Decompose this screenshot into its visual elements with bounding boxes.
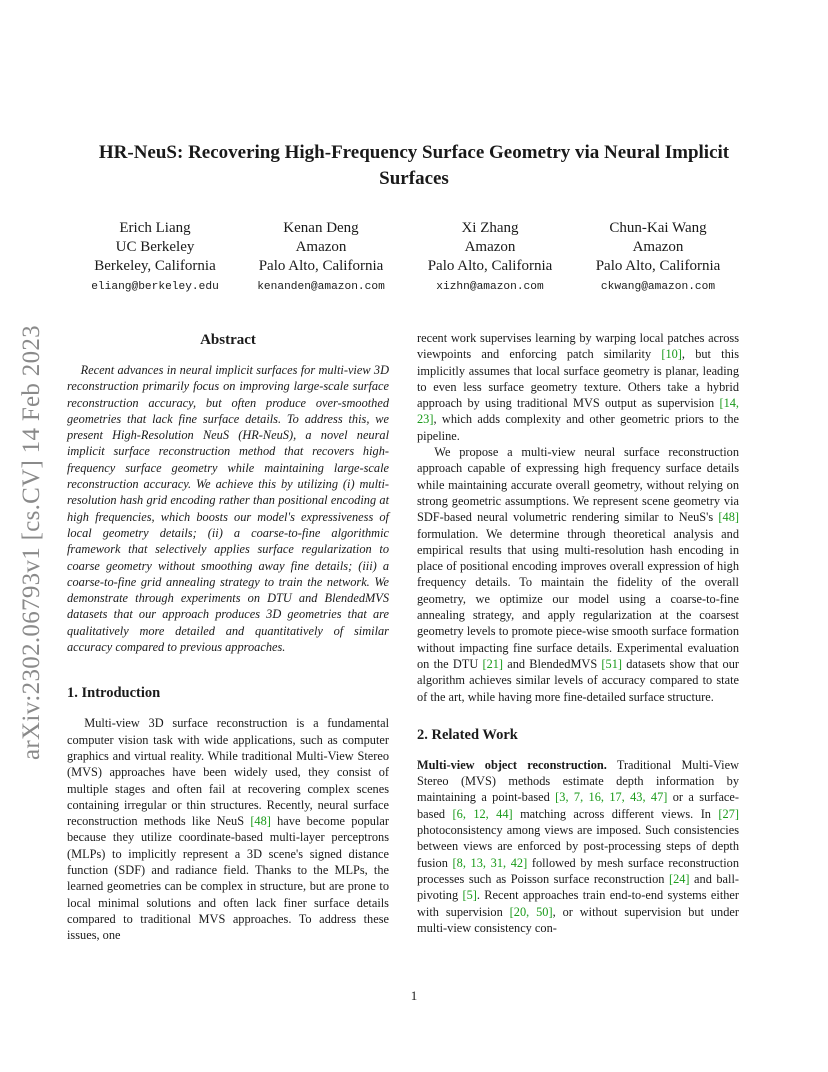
author-name: Kenan Deng xyxy=(283,220,359,236)
citation-link[interactable]: [10] xyxy=(661,347,682,362)
author-name: Xi Zhang xyxy=(461,220,519,236)
citation-link[interactable]: [6, 12, 44] xyxy=(452,806,513,821)
runin-heading: Multi-view object reconstruction. xyxy=(417,757,607,772)
citation-link[interactable]: [21] xyxy=(482,656,504,671)
author-affiliation: UC Berkeley xyxy=(115,239,195,255)
intro-paragraph-1-continued: recent work supervises learning by warping local patches across viewpoints and enforcing patch similarity [10], but this implicitly assumes that local surface geometry is planar, leading to even less surface geometry texture. Others take a hybrid approach by using traditional MVS output as supervision [14, 23], which adds complexity and other geometric priors to the pipeline. xyxy=(417,331,739,443)
author-location: Palo Alto, California xyxy=(595,258,721,274)
paper-title: HR-NeuS: Recovering High-Frequency Surface Geometry via Neural Implicit Surfaces xyxy=(98,142,730,189)
citation-link[interactable]: [8, 13, 31, 42] xyxy=(452,855,528,870)
left-column xyxy=(67,330,389,944)
abstract-heading: Abstract xyxy=(200,332,256,348)
intro-paragraph-2: We propose a multi-view neural surface reconstruction approach capable of expressing high frequency surface details while maintaining accurate overall geometry, without relying on strong geometric assumptions. We represent scene geometry via SDF-based neural volumetric rendering similar to NeuS's [48] formulation. We determine through theoretical analysis and empirical results that using multi-resolution hash encoding in place of positional encoding improves overall expression of high frequency details. To maintain the fidelity of the overall geometry, we optimize our model using a coarse-to-fine annealing strategy, and apply regularization at the coarsest geometry levels to promote piece-wise smooth surface formation without impacting fine surface details. Experimental evaluation on the DTU [21] and BlendedMVS [51] datasets show that our algorithm achieves similar levels of accuracy compared to state of the art, while having more fine-detailed surface structure. xyxy=(417,445,739,704)
citation-link[interactable]: [51] xyxy=(601,656,622,671)
author-email[interactable]: ckwang@amazon.com xyxy=(600,281,716,293)
author-affiliation: Amazon xyxy=(295,239,347,255)
related-work-paragraph: Multi-view object reconstruction. Traditional Multi-View Stereo (MVS) methods estimate depth information by maintaining a point-based [3, 7, 16, 17, 43, 47] or a surface-based [6, 12, 44] matching across different views. In [27] photoconsistency among views are imposed. Such consistencies between views are enforced by post-processing steps of depth fusion [8, 13, 31, 42] followed by mesh surface reconstruction processes such as Poisson surface reconstruction [24] and ball-pivoting [5]. Recent approaches train end-to-end systems either with supervision [20, 50], or without supervision but under multi-view consistency con- xyxy=(417,757,740,935)
citation-link[interactable]: [48] xyxy=(250,814,271,829)
author-email[interactable]: xizhn@amazon.com xyxy=(436,281,544,293)
abstract-text: Recent advances in neural implicit surfaces for multi-view 3D reconstruction primarily focus on improving large-scale surface reconstruction accuracy, but often produce over-smoothed geometries that lack fine surface details. To address this, we present High-Resolution NeuS (HR-NeuS), a novel neural implicit surface reconstruction method that recovers high-frequency surface geometry while maintaining large-scale reconstruction accuracy. We achieve this by utilizing (i) multi-resolution hash grid encoding rather than positional encoding at high frequencies, which boosts our model's expressiveness of local geometry details; (ii) a coarse-to-fine algorithmic framework that selectively applies surface regularization to coarse geometry without smoothing away fine details; (iii) a coarse-to-fine grid annealing strategy to train the network. We demonstrate through experiments on DTU and BlendedMVS datasets that our approach produces 3D geometries that are qualitatively more detailed and quantitatively of similar accuracy compared to previous approaches. xyxy=(67,363,389,655)
right-column xyxy=(417,330,739,936)
citation-link[interactable]: [20, 50] xyxy=(509,904,553,919)
author-4 xyxy=(573,219,743,297)
author-affiliation: Amazon xyxy=(464,239,516,255)
author-2 xyxy=(236,219,406,297)
section-heading-introduction: 1. Introduction xyxy=(67,685,161,702)
citation-link[interactable]: [24] xyxy=(668,871,690,886)
author-email[interactable]: kenanden@amazon.com xyxy=(257,281,385,293)
author-email[interactable]: eliang@berkeley.edu xyxy=(91,281,219,293)
author-name: Erich Liang xyxy=(119,220,191,236)
section-heading-related-work: 2. Related Work xyxy=(417,726,518,743)
author-location: Palo Alto, California xyxy=(258,258,384,274)
author-3 xyxy=(405,219,575,297)
citation-link[interactable]: [5] xyxy=(462,888,477,903)
page-number: 1 xyxy=(410,988,418,1003)
author-location: Palo Alto, California xyxy=(427,258,553,274)
author-block xyxy=(70,219,758,299)
citation-link[interactable]: [3, 7, 16, 17, 43, 47] xyxy=(555,790,668,805)
author-affiliation: Amazon xyxy=(632,239,684,255)
author-name: Chun-Kai Wang xyxy=(609,220,707,236)
author-1 xyxy=(70,219,240,297)
citation-link[interactable]: [14, 23] xyxy=(417,396,739,427)
citation-link[interactable]: [48] xyxy=(718,510,739,525)
author-location: Berkeley, California xyxy=(94,258,216,274)
intro-paragraph-1: Multi-view 3D surface reconstruction is a fundamental computer vision task with wide applications, such as computer graphics and virtual reality. While traditional Multi-View Stereo (MVS) approaches have been widely used, they consist of multiple stages and often fail at recovering complex scenes containing irregular or thin structures. Recently, neural surface reconstruction methods like NeuS [48] have become popular because they utilize coordinate-based multi-layer perceptrons (MLPs) to implicitly represent a 3D scene's signed distance function (SDF) and radiance field. Thanks to the MLPs, the learned geometries can be complex in structure, but are prone to local minimal solutions and often lack finer surface details compared to traditional MVS approaches. To address these issues, one xyxy=(67,716,389,943)
arxiv-identifier: arXiv:2302.06793v1 [cs.CV] 14 Feb 2023 xyxy=(18,325,45,760)
citation-link[interactable]: [27] xyxy=(718,806,739,821)
